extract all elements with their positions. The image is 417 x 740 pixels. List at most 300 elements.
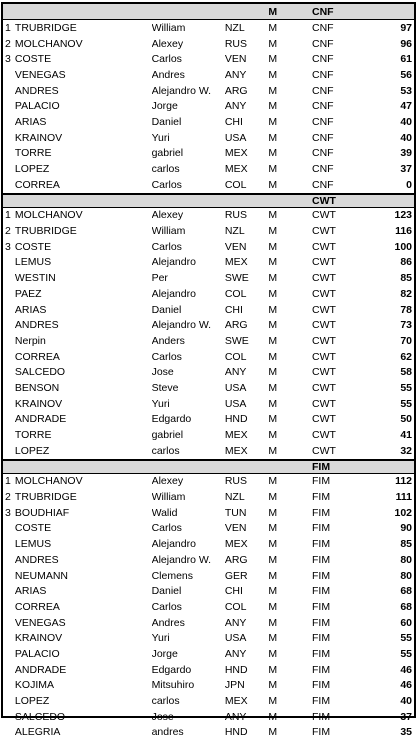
first-name-cell: Mitsuhiro: [151, 679, 195, 692]
last-name-cell: ALEGRIA: [14, 726, 61, 739]
table-row: [3, 255, 414, 271]
gender-cell: M: [268, 272, 278, 285]
score-cell: 70: [400, 334, 413, 347]
score-cell: 46: [400, 663, 413, 676]
last-name-cell: LOPEZ: [14, 444, 50, 457]
table-row: [3, 412, 414, 428]
table-row: [3, 146, 414, 162]
country-cell: ANY: [224, 366, 247, 379]
first-name-cell: Yuri: [151, 397, 170, 410]
score-cell: 102: [394, 506, 413, 519]
table-row: [3, 552, 414, 568]
score-cell: 40: [400, 131, 413, 144]
table-row: [3, 333, 414, 349]
section-header-cnf: [3, 4, 414, 20]
country-cell: CHI: [224, 115, 243, 128]
score-cell: 96: [400, 37, 413, 50]
rank-cell: 2: [5, 491, 11, 504]
country-cell: ANY: [224, 647, 247, 660]
score-cell: 112: [395, 475, 413, 488]
discipline-cell: CNF: [312, 131, 334, 144]
score-cell: 40: [400, 115, 413, 128]
table-row: [3, 317, 414, 333]
rank-cell: 2: [5, 37, 11, 50]
table-row: [3, 489, 414, 505]
gender-cell: M: [268, 695, 278, 708]
country-cell: ANY: [224, 616, 247, 629]
rank-cell: 1: [5, 21, 11, 34]
gender-cell: M: [268, 600, 278, 613]
last-name-cell: SALCEDO: [14, 710, 66, 723]
table-row: [3, 302, 414, 318]
gender-cell: M: [268, 21, 278, 34]
gender-cell: M: [268, 569, 278, 582]
country-cell: ARG: [224, 553, 248, 566]
last-name-cell: MOLCHANOV: [14, 209, 83, 222]
gender-cell: M: [268, 444, 278, 457]
table-row: [3, 646, 414, 662]
table-row: [3, 270, 414, 286]
first-name-cell: Andres: [151, 616, 185, 629]
first-name-cell: Alejandro W.: [151, 319, 212, 332]
first-name-cell: Alexey: [151, 37, 184, 50]
last-name-cell: KOJIMA: [14, 679, 54, 692]
last-name-cell: TORRE: [14, 429, 52, 442]
gender-cell: M: [268, 240, 278, 253]
discipline-cell: FIM: [312, 679, 331, 692]
discipline-cell: CWT: [312, 256, 336, 269]
country-cell: ANY: [224, 710, 247, 723]
score-cell: 62: [400, 350, 413, 363]
table-row: [3, 693, 414, 709]
gender-cell: M: [268, 256, 278, 269]
gender-cell: M: [268, 84, 278, 97]
first-name-cell: Walid: [151, 506, 178, 519]
gender-cell: M: [268, 475, 278, 488]
score-cell: 53: [400, 84, 413, 97]
score-cell: 32: [400, 444, 413, 457]
rank-cell: 2: [5, 225, 11, 238]
gender-cell: M: [268, 68, 278, 81]
gender-cell: M: [268, 491, 278, 504]
last-name-cell: TRUBRIDGE: [14, 225, 77, 238]
first-name-cell: Clemens: [151, 569, 193, 582]
score-cell: 41: [400, 429, 413, 442]
last-name-cell: Nerpin: [14, 334, 46, 347]
last-name-cell: TRUBRIDGE: [14, 491, 77, 504]
table-row: [3, 51, 414, 67]
gender-cell: M: [268, 115, 278, 128]
score-cell: 100: [394, 240, 413, 253]
table-row: [3, 427, 414, 443]
gender-cell: M: [268, 163, 278, 176]
discipline-cell: FIM: [312, 506, 331, 519]
country-cell: SWE: [224, 272, 249, 285]
discipline-cell: CWT: [312, 272, 336, 285]
country-cell: NZL: [224, 225, 245, 238]
last-name-cell: MOLCHANOV: [14, 475, 83, 488]
discipline-cell: FIM: [312, 726, 331, 739]
table-row: [3, 130, 414, 146]
first-name-cell: gabriel: [151, 429, 184, 442]
last-name-cell: ARIAS: [14, 115, 47, 128]
discipline-cell: CWT: [312, 240, 336, 253]
score-cell: 80: [400, 569, 413, 582]
score-cell: 80: [400, 553, 413, 566]
score-cell: 85: [400, 272, 413, 285]
last-name-cell: COSTE: [14, 522, 52, 535]
table-row: [3, 114, 414, 130]
rank-cell: 1: [5, 209, 11, 222]
discipline-cell: CNF: [312, 178, 334, 191]
last-name-cell: TRUBRIDGE: [14, 21, 77, 34]
first-name-cell: carlos: [151, 695, 180, 708]
gender-cell: M: [268, 350, 278, 363]
discipline-cell: FIM: [312, 475, 331, 488]
last-name-cell: VENEGAS: [14, 68, 66, 81]
table-row: [3, 364, 414, 380]
gender-cell: M: [268, 679, 278, 692]
discipline-cell: CWT: [312, 413, 336, 426]
country-cell: USA: [224, 397, 247, 410]
score-cell: 0: [406, 178, 413, 191]
table-row: [3, 208, 414, 224]
last-name-cell: BOUDHIAF: [14, 506, 70, 519]
score-cell: 68: [400, 600, 413, 613]
discipline-cell: FIM: [312, 522, 331, 535]
table-row: [3, 380, 414, 396]
first-name-cell: andres: [151, 726, 184, 739]
gender-cell: M: [268, 225, 278, 238]
table-row: [3, 678, 414, 694]
table-row: [3, 161, 414, 177]
score-cell: 40: [400, 695, 413, 708]
last-name-cell: LEMUS: [14, 256, 52, 269]
last-name-cell: MOLCHANOV: [14, 37, 83, 50]
last-name-cell: VENEGAS: [14, 616, 66, 629]
first-name-cell: Jorge: [151, 100, 178, 113]
discipline-cell: CWT: [312, 287, 336, 300]
table-row: [3, 20, 414, 36]
gender-cell: M: [268, 429, 278, 442]
last-name-cell: KRAINOV: [14, 397, 63, 410]
table-row: [3, 630, 414, 646]
last-name-cell: ARIAS: [14, 585, 47, 598]
last-name-cell: PAEZ: [14, 287, 42, 300]
gender-cell: M: [268, 726, 278, 739]
gender-cell: M: [268, 131, 278, 144]
header-discipline: FIM: [312, 460, 331, 473]
section-body-cnf: [3, 20, 414, 193]
country-cell: MEX: [224, 538, 248, 551]
table-row: [3, 568, 414, 584]
last-name-cell: BENSON: [14, 381, 60, 394]
gender-cell: M: [268, 538, 278, 551]
discipline-cell: FIM: [312, 538, 331, 551]
table-row: [3, 615, 414, 631]
score-cell: 55: [400, 647, 413, 660]
table-row: [3, 396, 414, 412]
first-name-cell: William: [151, 491, 186, 504]
gender-cell: M: [268, 147, 278, 160]
discipline-cell: FIM: [312, 710, 331, 723]
first-name-cell: Carlos: [151, 600, 182, 613]
gender-cell: M: [268, 381, 278, 394]
country-cell: VEN: [224, 53, 247, 66]
score-cell: 86: [400, 256, 413, 269]
gender-cell: M: [268, 710, 278, 723]
score-cell: 37: [400, 710, 413, 723]
discipline-cell: CWT: [312, 366, 336, 379]
first-name-cell: William: [151, 21, 186, 34]
table-row: [3, 239, 414, 255]
last-name-cell: PALACIO: [14, 100, 60, 113]
last-name-cell: ANDRES: [14, 84, 59, 97]
gender-cell: M: [268, 366, 278, 379]
country-cell: VEN: [224, 522, 247, 535]
discipline-cell: CNF: [312, 21, 334, 34]
country-cell: HND: [224, 413, 248, 426]
country-cell: HND: [224, 726, 248, 739]
last-name-cell: ANDRES: [14, 553, 59, 566]
last-name-cell: KRAINOV: [14, 632, 63, 645]
score-cell: 39: [400, 147, 413, 160]
gender-cell: M: [268, 663, 278, 676]
first-name-cell: Yuri: [151, 131, 170, 144]
score-cell: 60: [400, 616, 413, 629]
table-row: [3, 583, 414, 599]
first-name-cell: Jorge: [151, 647, 178, 660]
country-cell: MEX: [224, 429, 248, 442]
gender-cell: M: [268, 334, 278, 347]
discipline-cell: CWT: [312, 334, 336, 347]
header-gender: M: [268, 5, 278, 18]
first-name-cell: Alejandro W.: [151, 84, 212, 97]
country-cell: ARG: [224, 84, 248, 97]
first-name-cell: carlos: [151, 444, 180, 457]
first-name-cell: Daniel: [151, 115, 182, 128]
discipline-cell: CNF: [312, 68, 334, 81]
discipline-cell: FIM: [312, 585, 331, 598]
gender-cell: M: [268, 413, 278, 426]
discipline-cell: CWT: [312, 209, 336, 222]
discipline-cell: CWT: [312, 319, 336, 332]
score-cell: 47: [400, 100, 413, 113]
last-name-cell: CORREA: [14, 350, 60, 363]
header-discipline: CWT: [312, 194, 336, 207]
discipline-cell: CWT: [312, 397, 336, 410]
first-name-cell: Carlos: [151, 178, 182, 191]
last-name-cell: LOPEZ: [14, 695, 50, 708]
first-name-cell: Steve: [151, 381, 179, 394]
country-cell: MEX: [224, 163, 248, 176]
score-cell: 55: [400, 381, 413, 394]
discipline-cell: FIM: [312, 616, 331, 629]
score-cell: 97: [400, 21, 413, 34]
first-name-cell: Anders: [151, 334, 185, 347]
results-sheet: [1, 2, 416, 739]
last-name-cell: ANDRADE: [14, 413, 67, 426]
country-cell: SWE: [224, 334, 249, 347]
country-cell: ANY: [224, 68, 247, 81]
last-name-cell: SALCEDO: [14, 366, 66, 379]
gender-cell: M: [268, 397, 278, 410]
discipline-cell: FIM: [312, 600, 331, 613]
gender-cell: M: [268, 553, 278, 566]
last-name-cell: CORREA: [14, 178, 60, 191]
last-name-cell: LEMUS: [14, 538, 52, 551]
first-name-cell: Daniel: [151, 585, 182, 598]
section-header-cwt: [3, 193, 414, 208]
first-name-cell: Yuri: [151, 632, 170, 645]
discipline-cell: FIM: [312, 695, 331, 708]
first-name-cell: Jose: [151, 366, 174, 379]
score-cell: 35: [400, 726, 413, 739]
gender-cell: M: [268, 522, 278, 535]
last-name-cell: KRAINOV: [14, 131, 63, 144]
country-cell: USA: [224, 632, 247, 645]
gender-cell: M: [268, 178, 278, 191]
score-cell: 46: [400, 679, 413, 692]
first-name-cell: gabriel: [151, 147, 184, 160]
first-name-cell: Alejandro: [151, 287, 196, 300]
table-row: [3, 599, 414, 615]
discipline-cell: CWT: [312, 303, 336, 316]
header-discipline: CNF: [312, 5, 334, 18]
table-row: [3, 474, 414, 490]
section-body-cwt: [3, 208, 414, 459]
discipline-cell: FIM: [312, 632, 331, 645]
discipline-cell: CNF: [312, 147, 334, 160]
rank-cell: 3: [5, 240, 11, 253]
score-cell: 82: [400, 287, 413, 300]
country-cell: NZL: [224, 21, 245, 34]
gender-cell: M: [268, 287, 278, 300]
rank-cell: 1: [5, 475, 11, 488]
score-cell: 85: [400, 538, 413, 551]
country-cell: JPN: [224, 679, 245, 692]
score-cell: 68: [400, 585, 413, 598]
country-cell: MEX: [224, 444, 248, 457]
table-row: [3, 662, 414, 678]
country-cell: COL: [224, 287, 247, 300]
table-row: [3, 349, 414, 365]
table-row: [3, 67, 414, 83]
country-cell: COL: [224, 178, 247, 191]
table-row: [3, 505, 414, 521]
score-cell: 55: [400, 632, 413, 645]
gender-cell: M: [268, 209, 278, 222]
country-cell: HND: [224, 663, 248, 676]
gender-cell: M: [268, 100, 278, 113]
last-name-cell: ARIAS: [14, 303, 47, 316]
first-name-cell: Jose: [151, 710, 174, 723]
section-header-fim: [3, 459, 414, 474]
country-cell: COL: [224, 350, 247, 363]
country-cell: NZL: [224, 491, 245, 504]
last-name-cell: COSTE: [14, 53, 52, 66]
first-name-cell: Andres: [151, 68, 185, 81]
discipline-cell: FIM: [312, 663, 331, 676]
first-name-cell: Alejandro W.: [151, 553, 212, 566]
last-name-cell: LOPEZ: [14, 163, 50, 176]
section-body-fim: [3, 474, 414, 740]
table-row: [3, 521, 414, 537]
discipline-cell: CWT: [312, 381, 336, 394]
first-name-cell: Edgardo: [151, 413, 192, 426]
last-name-cell: COSTE: [14, 240, 52, 253]
rank-cell: 3: [5, 53, 11, 66]
last-name-cell: TORRE: [14, 147, 52, 160]
discipline-cell: CWT: [312, 429, 336, 442]
country-cell: MEX: [224, 256, 248, 269]
score-cell: 78: [400, 303, 413, 316]
first-name-cell: Carlos: [151, 350, 182, 363]
first-name-cell: Daniel: [151, 303, 182, 316]
discipline-cell: CWT: [312, 444, 336, 457]
score-cell: 58: [400, 366, 413, 379]
country-cell: TUN: [224, 506, 247, 519]
discipline-cell: FIM: [312, 491, 331, 504]
country-cell: MEX: [224, 147, 248, 160]
score-cell: 61: [400, 53, 413, 66]
country-cell: VEN: [224, 240, 247, 253]
table-row: [3, 725, 414, 740]
table-row: [3, 536, 414, 552]
country-cell: ARG: [224, 319, 248, 332]
score-cell: 116: [395, 225, 413, 238]
discipline-cell: FIM: [312, 647, 331, 660]
discipline-cell: CWT: [312, 350, 336, 363]
last-name-cell: NEUMANN: [14, 569, 68, 582]
discipline-cell: FIM: [312, 569, 331, 582]
last-name-cell: ANDRADE: [14, 663, 67, 676]
score-cell: 37: [400, 163, 413, 176]
country-cell: USA: [224, 131, 247, 144]
discipline-cell: CNF: [312, 53, 334, 66]
table-row: [3, 177, 414, 193]
country-cell: USA: [224, 381, 247, 394]
rank-cell: 3: [5, 506, 11, 519]
score-cell: 73: [400, 319, 413, 332]
first-name-cell: Alexey: [151, 209, 184, 222]
country-cell: RUS: [224, 209, 248, 222]
country-cell: RUS: [224, 475, 248, 488]
last-name-cell: PALACIO: [14, 647, 60, 660]
discipline-cell: FIM: [312, 553, 331, 566]
gender-cell: M: [268, 37, 278, 50]
table-row: [3, 83, 414, 99]
first-name-cell: Edgardo: [151, 663, 192, 676]
last-name-cell: ANDRES: [14, 319, 59, 332]
gender-cell: M: [268, 506, 278, 519]
score-cell: 55: [400, 397, 413, 410]
gender-cell: M: [268, 632, 278, 645]
first-name-cell: William: [151, 225, 186, 238]
discipline-cell: CWT: [312, 225, 336, 238]
table-row: [3, 98, 414, 114]
first-name-cell: Alexey: [151, 475, 184, 488]
first-name-cell: Per: [151, 272, 168, 285]
discipline-cell: CNF: [312, 163, 334, 176]
first-name-cell: carlos: [151, 163, 180, 176]
last-name-cell: CORREA: [14, 600, 60, 613]
table-row: [3, 36, 414, 52]
first-name-cell: Alejandro: [151, 256, 196, 269]
discipline-cell: CNF: [312, 115, 334, 128]
country-cell: MEX: [224, 695, 248, 708]
country-cell: ANY: [224, 100, 247, 113]
